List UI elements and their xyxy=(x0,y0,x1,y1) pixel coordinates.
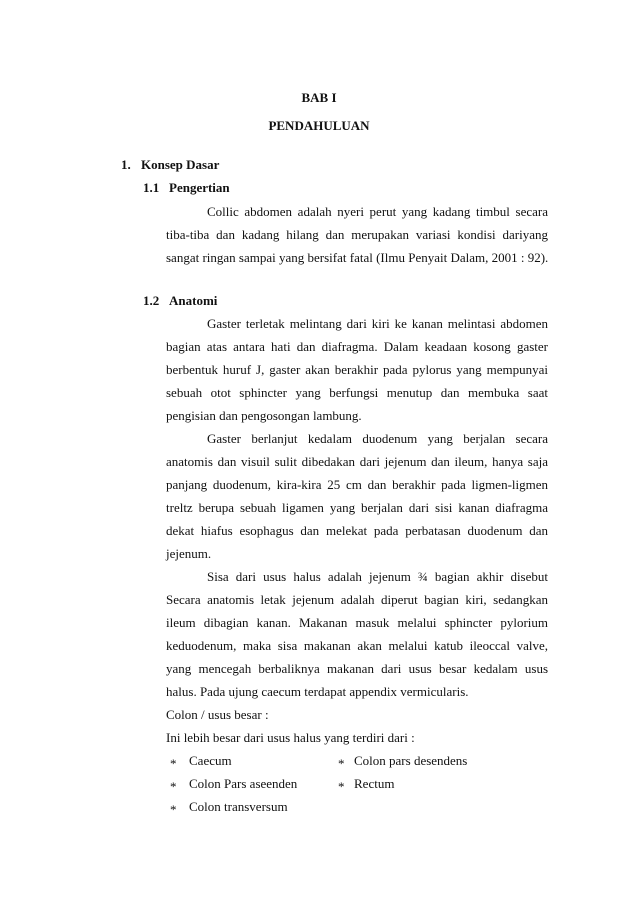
paragraph-line: ileum dibagian kanan. Makanan masuk melalui sphincter pylorium xyxy=(166,615,548,630)
list-item: Colon Pars aseenden xyxy=(189,776,298,791)
paragraph-line: yang mencegah berbaliknya makanan dari usus besar kedalam usus xyxy=(166,661,548,676)
list-item: Colon pars desendens xyxy=(354,753,468,768)
paragraph-line: berbentuk huruf J, gaster akan berakhir pada pylorus yang mempunyai xyxy=(166,362,548,377)
paragraph-line: panjang duodenum, kira-kira 25 cm dan berakhir pada ligmen-ligmen xyxy=(166,477,548,492)
paragraph-line: jejenum. xyxy=(166,546,212,561)
colon-intro: Ini lebih besar dari usus halus yang terdiri dari : xyxy=(166,730,415,745)
paragraph-line: keduodenum, maka sisa makanan akan melalui katub ileoccal valve, xyxy=(166,638,548,653)
colon-heading: Colon / usus besar : xyxy=(166,707,269,722)
paragraph-line: Collic abdomen adalah nyeri perut yang kadang timbul secara xyxy=(207,204,548,219)
bullet-marker: * xyxy=(338,756,345,771)
paragraph-line: Gaster berlanjut kedalam duodenum yang berjalan secara xyxy=(207,431,548,446)
paragraph-line: halus. Pada ujung caecum terdapat appendix vermicularis. xyxy=(166,684,469,699)
subsection-title: Pengertian xyxy=(169,180,230,195)
list-item: Colon transversum xyxy=(189,799,288,814)
bullet-marker: * xyxy=(170,802,177,817)
bullet-marker: * xyxy=(170,779,177,794)
paragraph-line: anatomis dan visuil sulit dibedakan dari jejenum dan ileum, hanya saja xyxy=(166,454,548,469)
bullet-marker: * xyxy=(170,756,177,771)
paragraph-line: treltz berupa sebuah ligamen yang berjalan dari sisi kanan diafragma xyxy=(166,500,548,515)
paragraph-line: pengisian dan pengosongan lambung. xyxy=(166,408,362,423)
paragraph-line: tiba-tiba dan kadang hilang dan merupakan variasi kondisi dariyang xyxy=(166,227,548,242)
paragraph-line: bagian atas antara hati dan diafragma. Dalam keadaan kosong gaster xyxy=(166,339,548,354)
paragraph-line: dekat hiafus esophagus dan melekat pada perbatasan duodenum dan xyxy=(166,523,548,538)
paragraph-line: Gaster terletak melintang dari kiri ke kanan melintasi abdomen xyxy=(207,316,548,331)
bullet-marker: * xyxy=(338,779,345,794)
subsection-title: Anatomi xyxy=(169,293,218,308)
section-title: Konsep Dasar xyxy=(141,157,220,172)
list-item: Caecum xyxy=(189,753,232,768)
list-item: Rectum xyxy=(354,776,395,791)
paragraph-line: sebuah otot sphincter yang berfungsi menutup dan membuka saat xyxy=(166,385,548,400)
paragraph-line: sangat ringan sampai yang bersifat fatal (Ilmu Penyait Dalam, 2001 : 92). xyxy=(166,250,549,265)
subsection-number: 1.1 xyxy=(143,180,160,195)
section-number: 1. xyxy=(121,157,131,172)
subsection-number: 1.2 xyxy=(143,293,160,308)
paragraph-line: Sisa dari usus halus adalah jejenum ¾ bagian akhir disebut xyxy=(207,569,548,584)
chapter-title: PENDAHULUAN xyxy=(268,118,370,133)
chapter-label: BAB I xyxy=(301,90,337,105)
paragraph-line: Secara anatomis letak jejenum adalah diperut bagian kiri, sedangkan xyxy=(166,592,548,607)
